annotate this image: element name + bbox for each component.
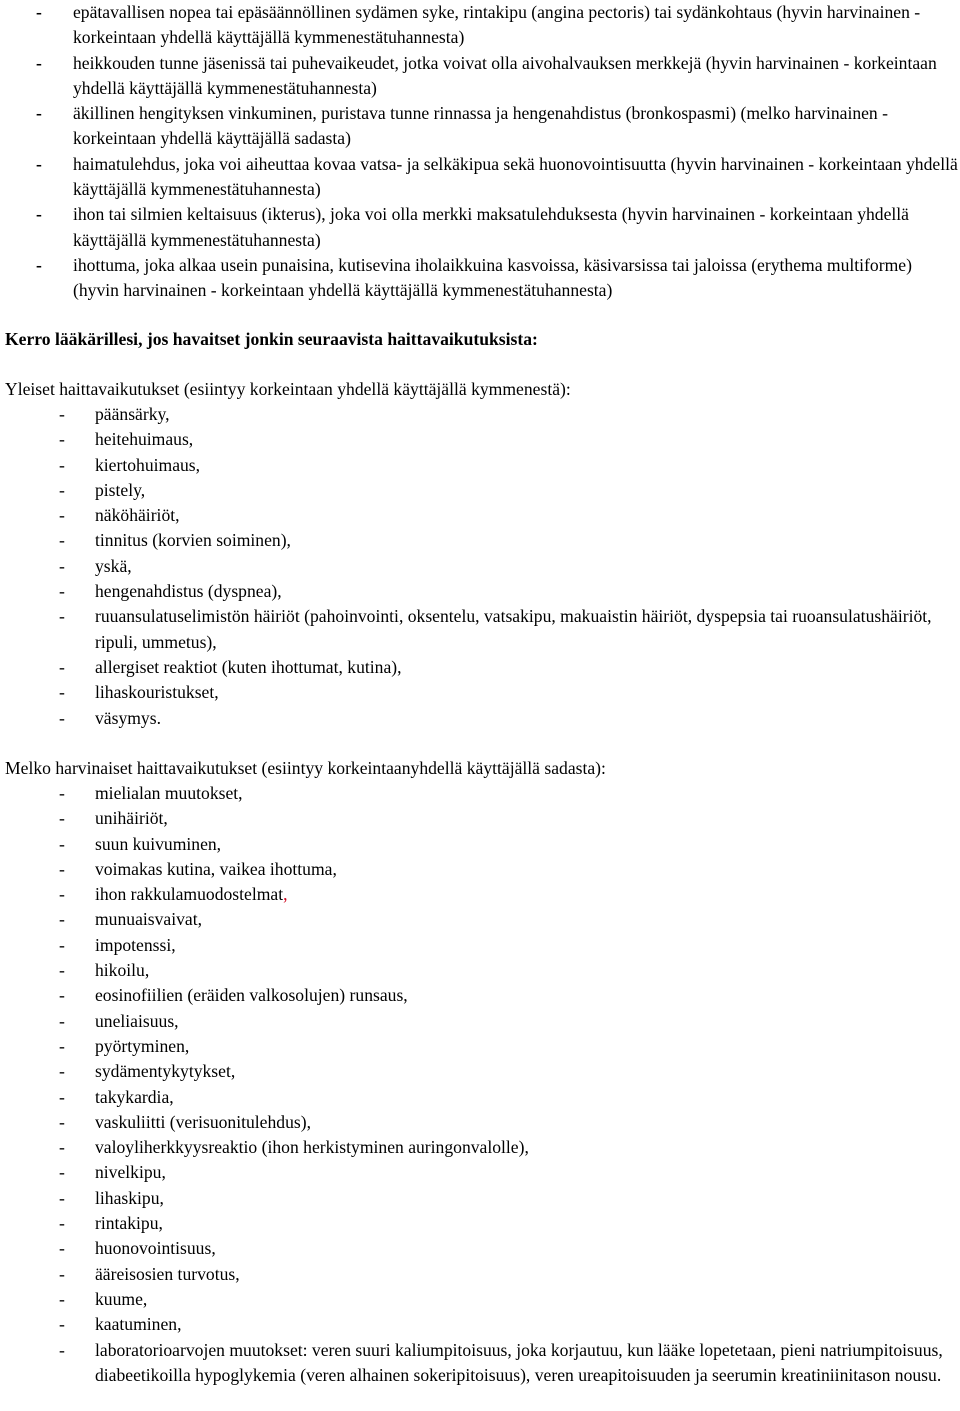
- list-item: [0, 1009, 960, 1034]
- list-item-text: kaatuminen,: [95, 1314, 182, 1335]
- list-item-text: uneliaisuus,: [95, 1010, 179, 1031]
- common-effects-intro: Yleiset haittavaikutukset (esiintyy korkeintaan yhdellä käyttäjällä kymmenestä):: [5, 379, 571, 399]
- bullet-dash: -: [59, 606, 65, 627]
- list-item-text: päänsärky,: [95, 404, 170, 424]
- bullet-dash: -: [59, 985, 65, 1006]
- bullet-dash: -: [59, 1137, 65, 1158]
- bullet-dash: -: [59, 858, 65, 879]
- bullet-dash: -: [59, 833, 65, 854]
- list-item: [0, 655, 960, 680]
- list-item: [0, 528, 960, 553]
- list-item: [0, 882, 960, 907]
- list-item-text: näköhäiriöt,: [95, 505, 180, 526]
- section-heading: Kerro lääkärillesi, jos havaitset jonkin seuraavista haittavaikutuksista:: [5, 329, 538, 349]
- list-item: [0, 604, 960, 655]
- list-item: [0, 958, 960, 983]
- list-item-text: äkillinen hengityksen vinkuminen, puristava tunne rinnassa ja hengenahdistus (bronkospasmi) (melko harvinainen - korkeintaan yhdellä käyttäjällä sadasta): [73, 103, 888, 149]
- bullet-dash: -: [59, 429, 65, 450]
- bullet-dash: -: [59, 884, 65, 905]
- list-item-text: ääreisosien turvotus,: [95, 1263, 240, 1284]
- bullet-dash: -: [59, 1111, 65, 1132]
- bullet-dash: -: [59, 1339, 65, 1360]
- list-item-text: ruuansulatuselimistön häiriöt (pahoinvointi, oksentelu, vatsakipu, makuaistin häiriöt, dyspepsia tai ruoansulatushäiriöt, ripuli, ummetus),: [95, 606, 932, 652]
- list-item: [0, 857, 960, 882]
- bullet-dash: -: [59, 555, 65, 576]
- list-item: [0, 1110, 960, 1135]
- list-item-text: munuaisvaivat,: [95, 909, 203, 930]
- list-item: [0, 0, 960, 51]
- list-item: [0, 806, 960, 831]
- bullet-dash: -: [36, 153, 42, 174]
- list-item-text: eosinofiilien (eräiden valkosolujen) runsaus,: [95, 985, 408, 1006]
- list-item: [0, 1186, 960, 1211]
- list-item-text: kuume,: [95, 1288, 148, 1309]
- bullet-dash: -: [59, 454, 65, 475]
- list-item-text: valoyliherkkyysreaktio (ihon herkistyminen auringonvalolle),: [95, 1137, 529, 1158]
- list-item-text: lihaskipu,: [95, 1187, 164, 1208]
- list-item-text: tinnitus (korvien soiminen),: [95, 530, 291, 551]
- list-item: [0, 1059, 960, 1084]
- list-item-text: epätavallisen nopea tai epäsäännöllinen sydämen syke, rintakipu (angina pectoris) tai sydänkohtaus (hyvin harvinainen - korkeintaan yhdellä käyttäjällä kymmenestätuhannesta): [73, 2, 921, 48]
- bullet-dash: -: [59, 1086, 65, 1107]
- list-item: [0, 453, 960, 478]
- list-item-text: laboratorioarvojen muutokset: veren suuri kaliumpitoisuus, joka korjautuu, kun lääke lopetetaan, pieni natriumpitoisuus, diabeetikoilla hypoglykemia (veren alhainen sokeripitoisuus), veren ureapitoisuuden ja seerumin kreatiniinitason nousu.: [95, 1339, 943, 1385]
- list-item-text: impotenssi,: [95, 934, 176, 955]
- red-comma: ,: [283, 884, 288, 905]
- list-item-text: yskä,: [95, 555, 132, 576]
- list-item: [0, 253, 960, 304]
- bullet-dash: -: [36, 204, 42, 225]
- list-item: [0, 427, 960, 452]
- list-item-text: lihaskouristukset,: [95, 682, 219, 703]
- list-item-text: pistely,: [95, 479, 146, 500]
- list-item: [0, 1160, 960, 1185]
- list-item-text: sydämentykytykset,: [95, 1061, 236, 1082]
- uncommon-effects-list: [0, 781, 960, 1388]
- bullet-dash: -: [59, 783, 65, 803]
- list-item: [0, 1034, 960, 1059]
- list-item: [0, 202, 960, 253]
- bullet-dash: -: [59, 530, 65, 551]
- list-item: [0, 554, 960, 579]
- list-item: [0, 478, 960, 503]
- list-item-text: takykardia,: [95, 1086, 174, 1107]
- bullet-dash: -: [59, 656, 65, 677]
- bullet-dash: -: [59, 808, 65, 829]
- bullet-dash: -: [59, 960, 65, 981]
- bullet-dash: -: [59, 909, 65, 930]
- bullet-dash: -: [59, 1010, 65, 1031]
- list-item-text: hengenahdistus (dyspnea),: [95, 581, 282, 602]
- bullet-dash: -: [59, 1035, 65, 1056]
- bullet-dash: -: [59, 1314, 65, 1335]
- list-item: [0, 832, 960, 857]
- list-item: [0, 680, 960, 705]
- list-item: [0, 933, 960, 958]
- bullet-dash: -: [36, 52, 42, 73]
- list-item-text: unihäiriöt,: [95, 808, 168, 829]
- list-item-text: kiertohuimaus,: [95, 454, 201, 475]
- list-item-text: vaskuliitti (verisuonitulehdus),: [95, 1111, 311, 1132]
- list-item: [0, 1085, 960, 1110]
- list-item-text: allergiset reaktiot (kuten ihottumat, kutina),: [95, 656, 402, 677]
- list-item: [0, 1262, 960, 1287]
- bullet-dash: -: [36, 2, 42, 22]
- list-item-text: heitehuimaus,: [95, 429, 194, 450]
- list-item-text: huonovointisuus,: [95, 1238, 216, 1259]
- list-item: [0, 983, 960, 1008]
- bullet-dash: -: [59, 1288, 65, 1309]
- bullet-dash: -: [36, 103, 42, 124]
- list-item: [0, 907, 960, 932]
- bullet-dash: -: [59, 479, 65, 500]
- bullet-dash: -: [59, 707, 65, 728]
- list-item: [0, 1211, 960, 1236]
- bullet-dash: -: [59, 1238, 65, 1259]
- list-item-text: ihon tai silmien keltaisuus (ikterus), joka voi olla merkki maksatulehduksesta (hyvin harvinainen - korkeintaan yhdellä käyttäjällä kymmenestätuhannesta): [73, 204, 909, 250]
- bullet-dash: -: [59, 1061, 65, 1082]
- list-item: [0, 51, 960, 102]
- list-item-text: heikkouden tunne jäsenissä tai puhevaikeudet, jotka voivat olla aivohalvauksen merkkejä (hyvin harvinainen - korkeintaan yhdellä käyttäjällä kymmenestätuhannesta): [73, 52, 937, 98]
- list-item: [0, 579, 960, 604]
- list-item-text: hikoilu,: [95, 960, 150, 981]
- list-item-text: ihottuma, joka alkaa usein punaisina, kutisevina iholaikkuina kasvoissa, käsivarsissa tai jaloissa (erythema multiforme) (hyvin harvinainen - korkeintaan yhdellä käyttäjällä kymmenestätuhannesta): [73, 254, 912, 301]
- bullet-dash: -: [59, 934, 65, 955]
- list-item: [0, 781, 960, 806]
- list-item-text: mielialan muutokset,: [95, 783, 243, 803]
- list-item: [0, 706, 960, 731]
- bullet-dash: -: [59, 1187, 65, 1208]
- uncommon-effects-intro: Melko harvinaiset haittavaikutukset (esiintyy korkeintaanyhdellä käyttäjällä sadasta):: [5, 758, 606, 778]
- bullet-dash: -: [59, 682, 65, 703]
- list-item: [0, 1287, 960, 1312]
- list-item: [0, 1312, 960, 1337]
- list-item-text: voimakas kutina, vaikea ihottuma,: [95, 858, 337, 879]
- list-item-text: nivelkipu,: [95, 1162, 166, 1183]
- list-item: [0, 101, 960, 152]
- list-item: [0, 1338, 960, 1389]
- bullet-dash: -: [59, 505, 65, 526]
- list-item-text: rintakipu,: [95, 1213, 163, 1234]
- list-item: [0, 503, 960, 528]
- bullet-dash: -: [59, 404, 65, 424]
- list-item: [0, 152, 960, 203]
- list-item: [0, 1135, 960, 1160]
- list-item-text: suun kuivuminen,: [95, 833, 222, 854]
- bullet-dash: -: [36, 254, 42, 275]
- bullet-dash: -: [59, 1213, 65, 1234]
- bullet-dash: -: [59, 1263, 65, 1284]
- list-item: [0, 402, 960, 427]
- bullet-dash: -: [59, 581, 65, 602]
- serious-side-effects-list: [0, 0, 960, 304]
- common-effects-list: [0, 402, 960, 731]
- list-item-text: haimatulehdus, joka voi aiheuttaa kovaa vatsa- ja selkäkipua sekä huonovointisuutta (hyvin harvinainen - korkeintaan yhdellä käyttäjällä kymmenestätuhannesta): [73, 153, 958, 200]
- list-item-text: väsymys.: [95, 707, 161, 728]
- list-item: [0, 1236, 960, 1261]
- bullet-dash: -: [59, 1162, 65, 1183]
- list-item-text: pyörtyminen,: [95, 1035, 190, 1056]
- list-item-text: ihon rakkulamuodostelmat: [95, 884, 284, 905]
